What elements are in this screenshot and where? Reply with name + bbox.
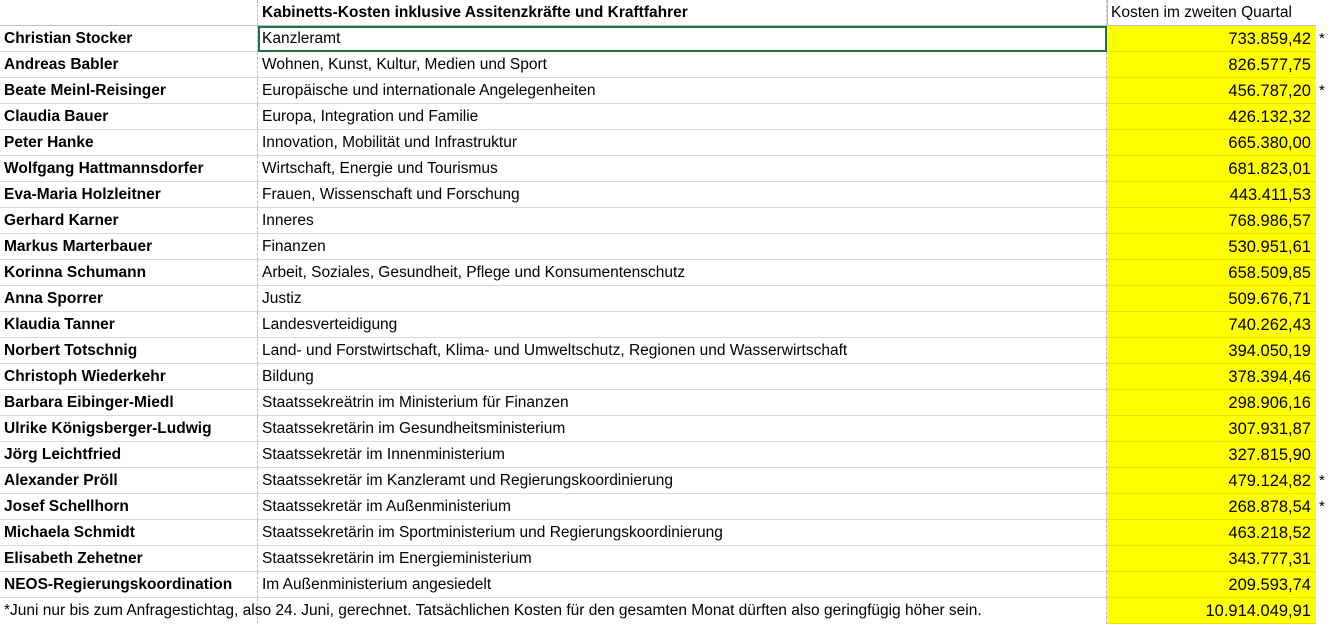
table-row (0, 26, 1333, 52)
table-row (0, 234, 1333, 260)
kosten-cell[interactable]: 426.132,32 (1107, 104, 1316, 130)
table-row (0, 442, 1333, 468)
footnote-mark: * (1319, 498, 1325, 515)
footnote-mark: * (1319, 82, 1325, 99)
table-row (0, 104, 1333, 130)
footnote-mark (1316, 130, 1333, 156)
name-cell[interactable]: Norbert Totschnig (0, 338, 258, 364)
footnote-mark (1316, 520, 1333, 546)
ressort-cell[interactable]: Finanzen (258, 234, 1107, 260)
footnote-mark (1316, 156, 1333, 182)
ressort-cell[interactable]: Justiz (258, 286, 1107, 312)
name-cell[interactable]: Wolfgang Hattmannsdorfer (0, 156, 258, 182)
footnote-mark (1316, 572, 1333, 598)
table-row (0, 468, 1333, 494)
header-cell-ressort[interactable]: Kabinetts-Kosten inklusive Assitenzkräfte und Kraftfahrer (258, 0, 1107, 26)
kosten-cell[interactable]: 665.380,00 (1107, 130, 1316, 156)
header-row (0, 0, 1333, 26)
total-cell[interactable]: 10.914.049,91 (1107, 598, 1316, 624)
kosten-cell[interactable]: 394.050,19 (1107, 338, 1316, 364)
kosten-cell[interactable]: 378.394,46 (1107, 364, 1316, 390)
kosten-cell[interactable]: 530.951,61 (1107, 234, 1316, 260)
footnote-mark: * (1319, 30, 1325, 47)
kosten-cell[interactable]: 479.124,82 (1107, 468, 1316, 494)
ressort-cell[interactable]: Im Außenministerium angesiedelt (258, 572, 1107, 598)
footnote-mark (1316, 312, 1333, 338)
ressort-cell[interactable]: Bildung (258, 364, 1107, 390)
kosten-cell[interactable]: 307.931,87 (1107, 416, 1316, 442)
table-row (0, 208, 1333, 234)
ressort-cell[interactable]: Europa, Integration und Familie (258, 104, 1107, 130)
table-row (0, 494, 1333, 520)
ressort-cell[interactable]: Land- und Forstwirtschaft, Klima- und Umweltschutz, Regionen und Wasserwirtschaft (258, 338, 1107, 364)
name-cell[interactable]: Anna Sporrer (0, 286, 258, 312)
kosten-cell[interactable]: 327.815,90 (1107, 442, 1316, 468)
kosten-cell[interactable]: 268.878,54 (1107, 494, 1316, 520)
name-cell[interactable]: Markus Marterbauer (0, 234, 258, 260)
name-cell[interactable]: Peter Hanke (0, 130, 258, 156)
name-cell[interactable]: Eva-Maria Holzleitner (0, 182, 258, 208)
name-cell[interactable]: Barbara Eibinger-Miedl (0, 390, 258, 416)
ressort-cell[interactable]: Staatssekreätrin im Ministerium für Finanzen (258, 390, 1107, 416)
footnote-mark (1316, 52, 1333, 78)
name-cell[interactable]: Christoph Wiederkehr (0, 364, 258, 390)
table-row (0, 546, 1333, 572)
name-cell[interactable]: Ulrike Königsberger-Ludwig (0, 416, 258, 442)
table-row (0, 130, 1333, 156)
kosten-cell[interactable]: 298.906,16 (1107, 390, 1316, 416)
name-cell[interactable]: Klaudia Tanner (0, 312, 258, 338)
name-cell[interactable]: Alexander Pröll (0, 468, 258, 494)
kosten-cell[interactable]: 343.777,31 (1107, 546, 1316, 572)
kosten-cell[interactable]: 209.593,74 (1107, 572, 1316, 598)
ressort-cell[interactable]: Staatssekretär im Außenministerium (258, 494, 1107, 520)
kosten-cell[interactable]: 463.218,52 (1107, 520, 1316, 546)
footnote-mark (1316, 442, 1333, 468)
table-row (0, 338, 1333, 364)
footnote-mark (1316, 364, 1333, 390)
name-cell[interactable]: Beate Meinl-Reisinger (0, 78, 258, 104)
table-row (0, 260, 1333, 286)
ressort-cell[interactable]: Staatssekretär im Innenministerium (258, 442, 1107, 468)
footnote-mark (1316, 546, 1333, 572)
footnote-mark (1316, 208, 1333, 234)
name-cell[interactable]: Michaela Schmidt (0, 520, 258, 546)
table-row (0, 182, 1333, 208)
name-cell[interactable]: Christian Stocker (0, 26, 258, 52)
footnote-mark (1316, 390, 1333, 416)
kosten-cell[interactable]: 443.411,53 (1107, 182, 1316, 208)
table-row (0, 390, 1333, 416)
table-row (0, 520, 1333, 546)
name-cell[interactable]: Elisabeth Zehetner (0, 546, 258, 572)
footnote-mark (1316, 260, 1333, 286)
footnote-mark (1316, 286, 1333, 312)
kosten-cell[interactable]: 509.676,71 (1107, 286, 1316, 312)
ressort-cell[interactable]: Wohnen, Kunst, Kultur, Medien und Sport (258, 52, 1107, 78)
table-row (0, 416, 1333, 442)
table-row (0, 312, 1333, 338)
kosten-cell[interactable]: 456.787,20 (1107, 78, 1316, 104)
ressort-cell[interactable]: Wirtschaft, Energie und Tourismus (258, 156, 1107, 182)
footnote-mark (1316, 416, 1333, 442)
table-row (0, 286, 1333, 312)
ressort-cell[interactable]: Kanzleramt (258, 26, 1107, 52)
ressort-cell[interactable]: Staatssekretär im Kanzleramt und Regierungskoordinierung (258, 468, 1107, 494)
ressort-cell[interactable]: Frauen, Wissenschaft und Forschung (258, 182, 1107, 208)
ressort-cell[interactable]: Staatssekretärin im Sportministerium und Regierungskoordinierung (258, 520, 1107, 546)
table-row (0, 572, 1333, 598)
footer-row (0, 598, 1333, 624)
table-row (0, 364, 1333, 390)
name-cell[interactable]: Korinna Schumann (0, 260, 258, 286)
ressort-cell[interactable]: Inneres (258, 208, 1107, 234)
footnote-mark (1316, 182, 1333, 208)
header-cell-kosten[interactable]: Kosten im zweiten Quartal (1107, 0, 1316, 26)
name-cell[interactable]: Claudia Bauer (0, 104, 258, 130)
kosten-cell[interactable]: 658.509,85 (1107, 260, 1316, 286)
name-cell[interactable]: Josef Schellhorn (0, 494, 258, 520)
name-cell[interactable]: Jörg Leichtfried (0, 442, 258, 468)
name-cell[interactable]: Gerhard Karner (0, 208, 258, 234)
kosten-cell[interactable]: 768.986,57 (1107, 208, 1316, 234)
footnote-mark (1316, 234, 1333, 260)
kosten-cell[interactable]: 826.577,75 (1107, 52, 1316, 78)
footnote-text: *Juni nur bis zum Anfragestichtag, also 24. Juni, gerechnet. Tatsächlichen Kosten für den gesamten Monat dürften also geringfügig höher sein. (4, 602, 982, 619)
name-cell[interactable]: Andreas Babler (0, 52, 258, 78)
kosten-cell[interactable]: 681.823,01 (1107, 156, 1316, 182)
ressort-cell[interactable]: Landesverteidigung (258, 312, 1107, 338)
table-row (0, 52, 1333, 78)
footnote-mark (1316, 104, 1333, 130)
ressort-cell[interactable]: Arbeit, Soziales, Gesundheit, Pflege und Konsumentenschutz (258, 260, 1107, 286)
ressort-cell[interactable]: Europäische und internationale Angelegenheiten (258, 78, 1107, 104)
ressort-cell[interactable]: Innovation, Mobilität und Infrastruktur (258, 130, 1107, 156)
ressort-cell[interactable]: Staatssekretärin im Gesundheitsministerium (258, 416, 1107, 442)
footnote-mark: * (1319, 472, 1325, 489)
table-row (0, 156, 1333, 182)
kosten-cell[interactable]: 740.262,43 (1107, 312, 1316, 338)
kosten-cell[interactable]: 733.859,42 (1107, 26, 1316, 52)
name-cell[interactable]: NEOS-Regierungskoordination (0, 572, 258, 598)
footnote-mark (1316, 338, 1333, 364)
ressort-cell[interactable]: Staatssekretärin im Energieministerium (258, 546, 1107, 572)
header-cell-name[interactable] (0, 0, 258, 26)
table-row (0, 78, 1333, 104)
